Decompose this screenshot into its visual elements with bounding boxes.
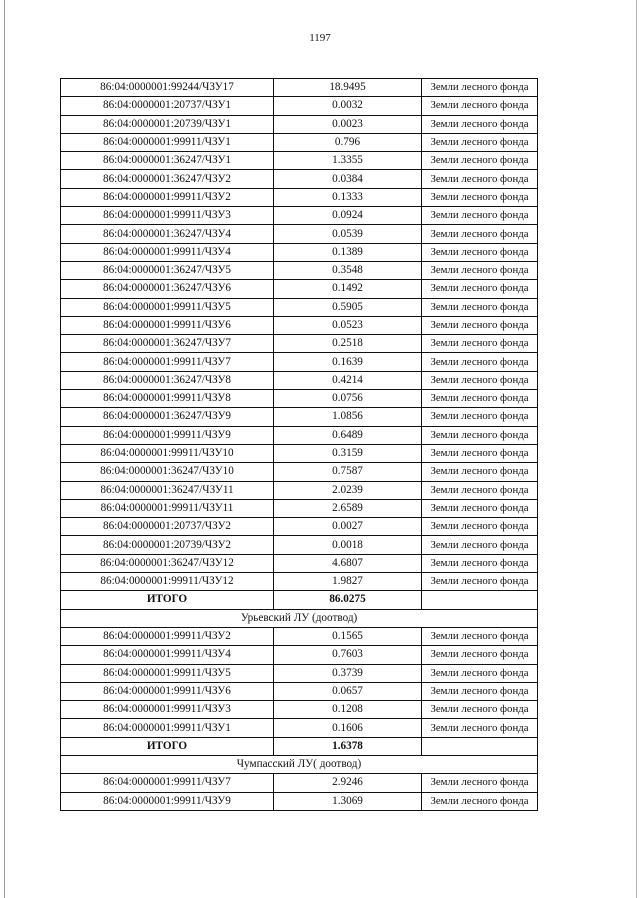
table-row bbox=[61, 463, 538, 481]
area-cell: 0.4214 bbox=[274, 371, 422, 389]
area-cell: 0.796 bbox=[274, 133, 422, 151]
land-category-cell: Земли лесного фонда bbox=[422, 682, 538, 700]
land-category-cell: Земли лесного фонда bbox=[422, 719, 538, 737]
table-row bbox=[61, 444, 538, 462]
table-row bbox=[61, 518, 538, 536]
area-cell: 0.1333 bbox=[274, 188, 422, 206]
land-category-cell: Земли лесного фонда bbox=[422, 518, 538, 536]
cadastral-number-cell: 86:04:0000001:99911/ЧЗУ9 bbox=[61, 426, 274, 444]
table-row bbox=[61, 426, 538, 444]
land-category-cell: Земли лесного фонда bbox=[422, 97, 538, 115]
land-category-cell: Земли лесного фонда bbox=[422, 573, 538, 591]
cadastral-number-cell: 86:04:0000001:99911/ЧЗУ12 bbox=[61, 573, 274, 591]
total-row bbox=[61, 737, 538, 755]
land-category-cell: Земли лесного фонда bbox=[422, 280, 538, 298]
section-header-row bbox=[61, 609, 538, 627]
cadastral-number-cell: 86:04:0000001:99911/ЧЗУ4 bbox=[61, 243, 274, 261]
table-row bbox=[61, 225, 538, 243]
area-cell: 18.9495 bbox=[274, 79, 422, 97]
table-row bbox=[61, 335, 538, 353]
table-row bbox=[61, 188, 538, 206]
land-category-cell: Земли лесного фонда bbox=[422, 207, 538, 225]
cadastral-number-cell: 86:04:0000001:99911/ЧЗУ2 bbox=[61, 627, 274, 645]
empty-cell bbox=[422, 737, 538, 755]
table-row bbox=[61, 243, 538, 261]
cadastral-number-cell: 86:04:0000001:20739/ЧЗУ1 bbox=[61, 115, 274, 133]
area-cell: 0.0023 bbox=[274, 115, 422, 133]
land-category-cell: Земли лесного фонда bbox=[422, 426, 538, 444]
cadastral-number-cell: 86:04:0000001:99911/ЧЗУ11 bbox=[61, 499, 274, 517]
land-category-cell: Земли лесного фонда bbox=[422, 79, 538, 97]
land-category-cell: Земли лесного фонда bbox=[422, 188, 538, 206]
area-cell: 2.9246 bbox=[274, 774, 422, 792]
land-category-cell: Земли лесного фонда bbox=[422, 774, 538, 792]
land-category-cell: Земли лесного фонда bbox=[422, 225, 538, 243]
area-cell: 0.3548 bbox=[274, 261, 422, 279]
section-title: Чумпасский ЛУ( доотвод) bbox=[61, 755, 538, 773]
table-row bbox=[61, 554, 538, 572]
land-category-cell: Земли лесного фонда bbox=[422, 152, 538, 170]
cadastral-number-cell: 86:04:0000001:99911/ЧЗУ4 bbox=[61, 646, 274, 664]
cadastral-number-cell: 86:04:0000001:99911/ЧЗУ1 bbox=[61, 133, 274, 151]
page-number: 1197 bbox=[309, 32, 331, 44]
land-category-cell: Земли лесного фонда bbox=[422, 554, 538, 572]
table-row bbox=[61, 261, 538, 279]
table-row bbox=[61, 170, 538, 188]
cadastral-number-cell: 86:04:0000001:36247/ЧЗУ8 bbox=[61, 371, 274, 389]
table-row bbox=[61, 536, 538, 554]
land-category-cell: Земли лесного фонда bbox=[422, 499, 538, 517]
area-cell: 1.9827 bbox=[274, 573, 422, 591]
table-row bbox=[61, 353, 538, 371]
cadastral-number-cell: 86:04:0000001:99911/ЧЗУ2 bbox=[61, 188, 274, 206]
total-row bbox=[61, 591, 538, 609]
cadastral-number-cell: 86:04:0000001:99911/ЧЗУ5 bbox=[61, 298, 274, 316]
land-category-cell: Земли лесного фонда bbox=[422, 646, 538, 664]
cadastral-number-cell: 86:04:0000001:99911/ЧЗУ3 bbox=[61, 207, 274, 225]
land-plot-table bbox=[60, 78, 538, 811]
table-row bbox=[61, 646, 538, 664]
land-category-cell: Земли лесного фонда bbox=[422, 316, 538, 334]
table-row bbox=[61, 701, 538, 719]
land-category-cell: Земли лесного фонда bbox=[422, 133, 538, 151]
table-row bbox=[61, 115, 538, 133]
total-value: 1.6378 bbox=[274, 737, 422, 755]
land-category-cell: Земли лесного фонда bbox=[422, 444, 538, 462]
area-cell: 0.0523 bbox=[274, 316, 422, 334]
area-cell: 2.0239 bbox=[274, 481, 422, 499]
table-row bbox=[61, 664, 538, 682]
cadastral-number-cell: 86:04:0000001:36247/ЧЗУ12 bbox=[61, 554, 274, 572]
area-cell: 0.0032 bbox=[274, 97, 422, 115]
land-category-cell: Земли лесного фонда bbox=[422, 390, 538, 408]
cadastral-number-cell: 86:04:0000001:36247/ЧЗУ7 bbox=[61, 335, 274, 353]
table-row bbox=[61, 207, 538, 225]
cadastral-number-cell: 86:04:0000001:36247/ЧЗУ2 bbox=[61, 170, 274, 188]
area-cell: 0.0384 bbox=[274, 170, 422, 188]
area-cell: 0.1208 bbox=[274, 701, 422, 719]
cadastral-number-cell: 86:04:0000001:36247/ЧЗУ6 bbox=[61, 280, 274, 298]
table-row bbox=[61, 316, 538, 334]
cadastral-number-cell: 86:04:0000001:20739/ЧЗУ2 bbox=[61, 536, 274, 554]
area-cell: 1.0856 bbox=[274, 408, 422, 426]
cadastral-number-cell: 86:04:0000001:99911/ЧЗУ1 bbox=[61, 719, 274, 737]
area-cell: 0.6489 bbox=[274, 426, 422, 444]
table-row bbox=[61, 408, 538, 426]
table-row bbox=[61, 481, 538, 499]
area-cell: 0.1606 bbox=[274, 719, 422, 737]
land-category-cell: Земли лесного фонда bbox=[422, 243, 538, 261]
land-category-cell: Земли лесного фонда bbox=[422, 170, 538, 188]
land-plot-table-body bbox=[61, 79, 538, 811]
area-cell: 0.0924 bbox=[274, 207, 422, 225]
table-row bbox=[61, 152, 538, 170]
area-cell: 0.2518 bbox=[274, 335, 422, 353]
land-category-cell: Земли лесного фонда bbox=[422, 536, 538, 554]
area-cell: 1.3069 bbox=[274, 792, 422, 810]
cadastral-number-cell: 86:04:0000001:36247/ЧЗУ5 bbox=[61, 261, 274, 279]
area-cell: 0.1565 bbox=[274, 627, 422, 645]
table-row bbox=[61, 280, 538, 298]
table-row bbox=[61, 79, 538, 97]
cadastral-number-cell: 86:04:0000001:99911/ЧЗУ3 bbox=[61, 701, 274, 719]
cadastral-number-cell: 86:04:0000001:36247/ЧЗУ4 bbox=[61, 225, 274, 243]
land-category-cell: Земли лесного фонда bbox=[422, 261, 538, 279]
table-row bbox=[61, 298, 538, 316]
cadastral-number-cell: 86:04:0000001:99244/ЧЗУ17 bbox=[61, 79, 274, 97]
land-category-cell: Земли лесного фонда bbox=[422, 408, 538, 426]
table-row bbox=[61, 719, 538, 737]
land-category-cell: Земли лесного фонда bbox=[422, 115, 538, 133]
area-cell: 0.7587 bbox=[274, 463, 422, 481]
area-cell: 0.3159 bbox=[274, 444, 422, 462]
total-label: ИТОГО bbox=[61, 591, 274, 609]
land-category-cell: Земли лесного фонда bbox=[422, 627, 538, 645]
section-title: Урьевский ЛУ (доотвод) bbox=[61, 609, 538, 627]
area-cell: 2.6589 bbox=[274, 499, 422, 517]
table-row bbox=[61, 774, 538, 792]
scan-edge-left bbox=[4, 0, 5, 898]
total-value: 86.0275 bbox=[274, 591, 422, 609]
cadastral-number-cell: 86:04:0000001:99911/ЧЗУ10 bbox=[61, 444, 274, 462]
area-cell: 4.6807 bbox=[274, 554, 422, 572]
cadastral-number-cell: 86:04:0000001:20737/ЧЗУ1 bbox=[61, 97, 274, 115]
section-header-row bbox=[61, 755, 538, 773]
cadastral-number-cell: 86:04:0000001:99911/ЧЗУ7 bbox=[61, 774, 274, 792]
cadastral-number-cell: 86:04:0000001:99911/ЧЗУ7 bbox=[61, 353, 274, 371]
table-row bbox=[61, 792, 538, 810]
area-cell: 0.0027 bbox=[274, 518, 422, 536]
land-category-cell: Земли лесного фонда bbox=[422, 463, 538, 481]
area-cell: 0.1492 bbox=[274, 280, 422, 298]
table-row bbox=[61, 682, 538, 700]
area-cell: 0.3739 bbox=[274, 664, 422, 682]
area-cell: 0.7603 bbox=[274, 646, 422, 664]
table-row bbox=[61, 390, 538, 408]
area-cell: 0.0756 bbox=[274, 390, 422, 408]
land-category-cell: Земли лесного фонда bbox=[422, 371, 538, 389]
cadastral-number-cell: 86:04:0000001:36247/ЧЗУ9 bbox=[61, 408, 274, 426]
cadastral-number-cell: 86:04:0000001:99911/ЧЗУ8 bbox=[61, 390, 274, 408]
area-cell: 0.0539 bbox=[274, 225, 422, 243]
table-row bbox=[61, 627, 538, 645]
area-cell: 0.0657 bbox=[274, 682, 422, 700]
area-cell: 1.3355 bbox=[274, 152, 422, 170]
land-category-cell: Земли лесного фонда bbox=[422, 792, 538, 810]
cadastral-number-cell: 86:04:0000001:99911/ЧЗУ5 bbox=[61, 664, 274, 682]
cadastral-number-cell: 86:04:0000001:36247/ЧЗУ10 bbox=[61, 463, 274, 481]
land-category-cell: Земли лесного фонда bbox=[422, 664, 538, 682]
cadastral-number-cell: 86:04:0000001:36247/ЧЗУ1 bbox=[61, 152, 274, 170]
area-cell: 0.5905 bbox=[274, 298, 422, 316]
table-row bbox=[61, 371, 538, 389]
cadastral-number-cell: 86:04:0000001:20737/ЧЗУ2 bbox=[61, 518, 274, 536]
table-row bbox=[61, 499, 538, 517]
land-category-cell: Земли лесного фонда bbox=[422, 481, 538, 499]
cadastral-number-cell: 86:04:0000001:36247/ЧЗУ11 bbox=[61, 481, 274, 499]
total-label: ИТОГО bbox=[61, 737, 274, 755]
area-cell: 0.1639 bbox=[274, 353, 422, 371]
land-category-cell: Земли лесного фонда bbox=[422, 298, 538, 316]
scan-edge-right bbox=[636, 0, 637, 898]
area-cell: 0.0018 bbox=[274, 536, 422, 554]
cadastral-number-cell: 86:04:0000001:99911/ЧЗУ9 bbox=[61, 792, 274, 810]
cadastral-number-cell: 86:04:0000001:99911/ЧЗУ6 bbox=[61, 316, 274, 334]
table-row bbox=[61, 97, 538, 115]
area-cell: 0.1389 bbox=[274, 243, 422, 261]
empty-cell bbox=[422, 591, 538, 609]
land-category-cell: Земли лесного фонда bbox=[422, 353, 538, 371]
table-row bbox=[61, 573, 538, 591]
table-row bbox=[61, 133, 538, 151]
cadastral-number-cell: 86:04:0000001:99911/ЧЗУ6 bbox=[61, 682, 274, 700]
land-category-cell: Земли лесного фонда bbox=[422, 335, 538, 353]
land-category-cell: Земли лесного фонда bbox=[422, 701, 538, 719]
